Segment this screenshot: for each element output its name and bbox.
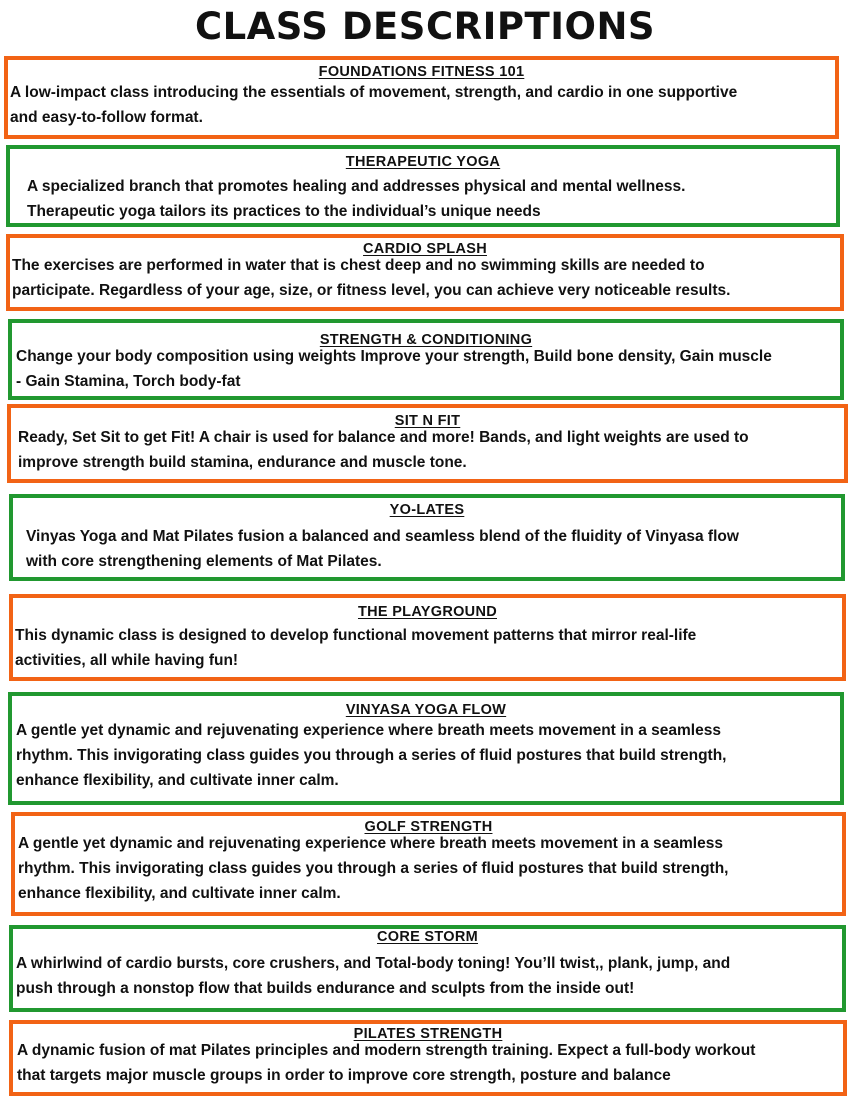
class-card-strength-conditioning — [8, 319, 844, 400]
class-card-the-playground — [9, 594, 846, 681]
class-title: PILATES STRENGTH — [353, 1026, 503, 1042]
class-card-sit-n-fit — [7, 404, 848, 483]
class-card-core-storm — [9, 925, 846, 1012]
class-description: Vinyas Yoga and Mat Pilates fusion a balanced and seamless blend of the fluidity of Vinyasa flow with core strengthening elements of Mat Pilates. — [26, 528, 739, 570]
class-description: A low-impact class introducing the essentials of movement, strength, and cardio in one supportive and easy-to-follow format. — [10, 84, 738, 126]
class-card-therapeutic-yoga — [6, 145, 840, 227]
class-description: A dynamic fusion of mat Pilates principles and modern strength training. Expect a full-body workout that targets major muscle groups in order to improve core strength, posture and balance — [17, 1042, 756, 1084]
class-title: CARDIO SPLASH — [363, 241, 487, 257]
class-title: VINYASA YOGA FLOW — [345, 702, 507, 718]
class-title: GOLF STRENGTH — [364, 819, 493, 835]
class-card-golf-strength — [11, 812, 846, 916]
class-title: THE PLAYGROUND — [357, 604, 497, 620]
class-card-cardio-splash — [6, 234, 844, 311]
class-description: A whirlwind of cardio bursts, core crushers, and Total-body toning! You’ll twist,, plank, jump, and push through a nonstop flow that builds endurance and sculpts from the inside out! — [16, 955, 731, 997]
class-description: Ready, Set Sit to get Fit! A chair is used for balance and more! Bands, and light weights are used to improve strength build stamina, endurance and muscle tone. — [18, 429, 749, 471]
class-description: This dynamic class is designed to develop functional movement patterns that mirror real-life activities, all while having fun! — [15, 627, 697, 669]
class-description: Change your body composition using weights Improve your strength, Build bone density, Gain muscle - Gain Stamina, Torch body-fat — [16, 348, 772, 390]
class-card-yo-lates — [9, 494, 845, 581]
class-card-foundations-fitness-101 — [4, 56, 839, 139]
class-title: YO-LATES — [389, 502, 465, 518]
class-description: A specialized branch that promotes healing and addresses physical and mental wellness. Therapeutic yoga tailors its practices to the individual’s unique needs — [27, 178, 686, 220]
class-title: THERAPEUTIC YOGA — [345, 154, 501, 170]
class-title: FOUNDATIONS FITNESS 101 — [318, 64, 525, 80]
class-title: STRENGTH & CONDITIONING — [319, 332, 533, 348]
class-card-vinyasa-yoga-flow — [8, 692, 844, 805]
class-title: CORE STORM — [376, 929, 479, 945]
page-title: CLASS DESCRIPTIONS — [194, 5, 656, 48]
class-title: SIT N FIT — [394, 413, 461, 429]
class-description: The exercises are performed in water that is chest deep and no swimming skills are needed to participate. Regardless of your age, size, or fitness level, you can achieve very noticeable results. — [12, 257, 731, 299]
class-description: A gentle yet dynamic and rejuvenating experience where breath meets movement in a seamless rhythm. This invigorating class guides you through a series of fluid postures that build strength, enhance flexibility, and cultivate inner calm. — [18, 835, 729, 902]
class-card-pilates-strength — [9, 1020, 847, 1096]
class-description: A gentle yet dynamic and rejuvenating experience where breath meets movement in a seamless rhythm. This invigorating class guides you through a series of fluid postures that build strength, enhance flexibility, and cultivate inner calm. — [16, 722, 727, 789]
